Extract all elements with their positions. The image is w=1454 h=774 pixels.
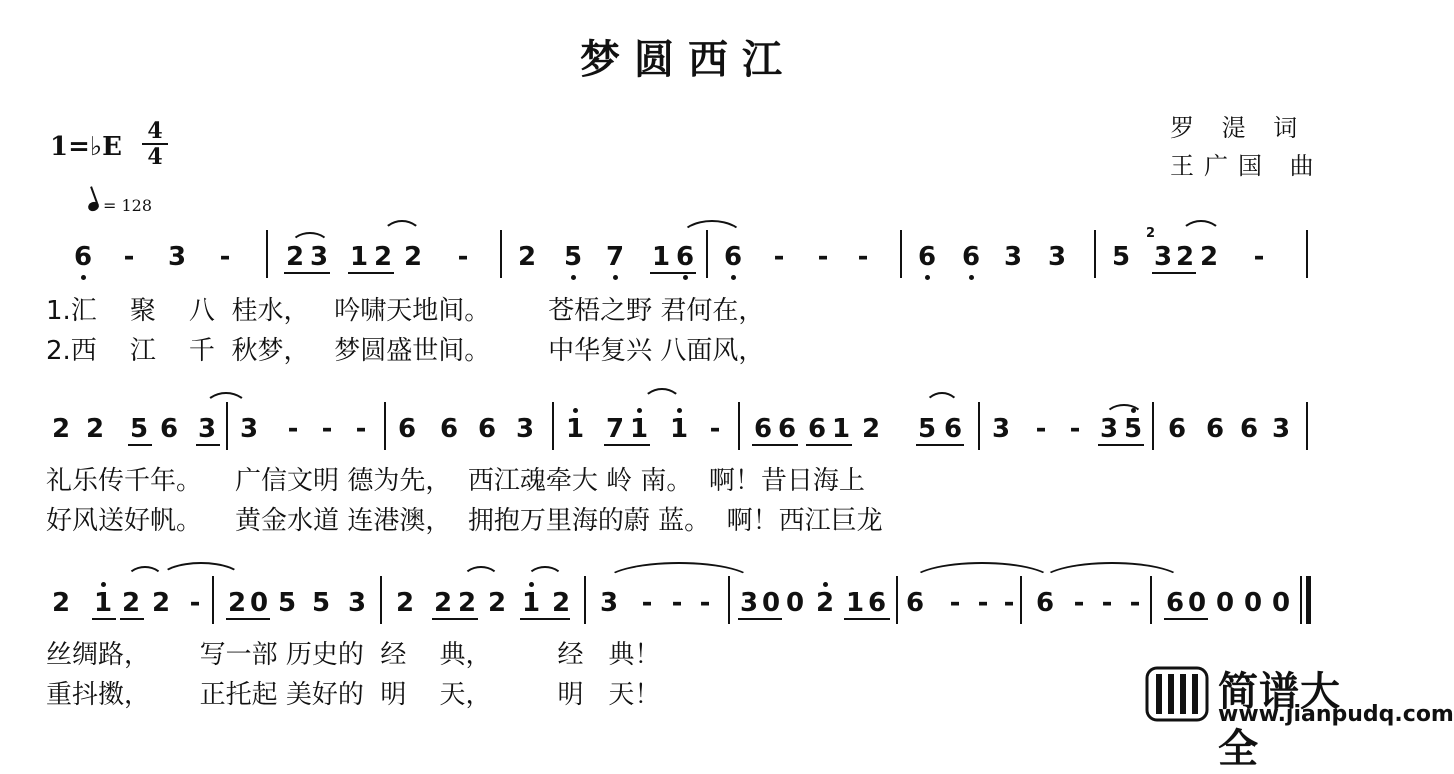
quarter-note-icon — [87, 200, 100, 212]
tempo-marking — [88, 196, 152, 215]
time-signature-numerator: 4 — [147, 118, 163, 144]
lyrics-line-3-verse-1: 丝绸路， 写一部 历史的 经 典， 经 典！ — [46, 640, 661, 670]
staff-line-1: 6 - 3 - 2 3 1 2 2 - 2 5 7 1 6 6 - - - 6 6 3 3 5 2 3 2 2 - — [0, 242, 1376, 302]
tempo-value: = 128 — [103, 196, 153, 215]
staff-line-2: 2 2 5 6 3 3 - - - 6 6 6 3 1 7 1 1 - 6 6 6 1 2 5 6 3 - - 3 5 6 6 6 3 — [0, 414, 1376, 474]
composer-credit: 王广国 曲 — [1170, 152, 1324, 180]
lyrics-line-3-verse-2: 重抖擞， 正托起 美好的 明 天， 明 天！ — [46, 680, 661, 710]
lyrics-line-2-verse-1: 礼乐传千年。 广信文明 德为先， 西江魂牵大 岭 南。 啊！昔日海上 — [46, 466, 865, 496]
time-signature-denominator: 4 — [147, 144, 163, 170]
lyrics-line-1-verse-2: 2.西 江 千 秋梦， 梦圆盛世间。 中华复兴 八面风， — [46, 336, 765, 366]
piano-logo-icon — [1146, 664, 1208, 722]
lyrics-line-1-verse-1: 1.汇 聚 八 桂水， 吟啸天地间。 苍梧之野 君何在， — [46, 296, 765, 326]
staff-line-3: 2 1 2 2 - 2 0 5 5 3 2 2 2 2 1 2 3 - - - 3 0 0 2 1 6 6 - - - 6 - - - 6 0 0 0 0 — [0, 588, 1376, 648]
time-signature — [142, 120, 168, 168]
lyricist-credit: 罗 湜 词 — [1170, 114, 1308, 142]
key-signature: 1=♭E — [50, 132, 122, 162]
watermark-url: www.jianpudq.com — [1218, 702, 1454, 727]
watermark-name: 简谱大全 — [1218, 669, 1341, 772]
lyrics-line-2-verse-2: 好风送好帆。 黄金水道 连港澳， 拥抱万里海的蔚 蓝。 啊！西江巨龙 — [46, 506, 883, 536]
song-title: 梦圆西江 — [580, 37, 796, 83]
